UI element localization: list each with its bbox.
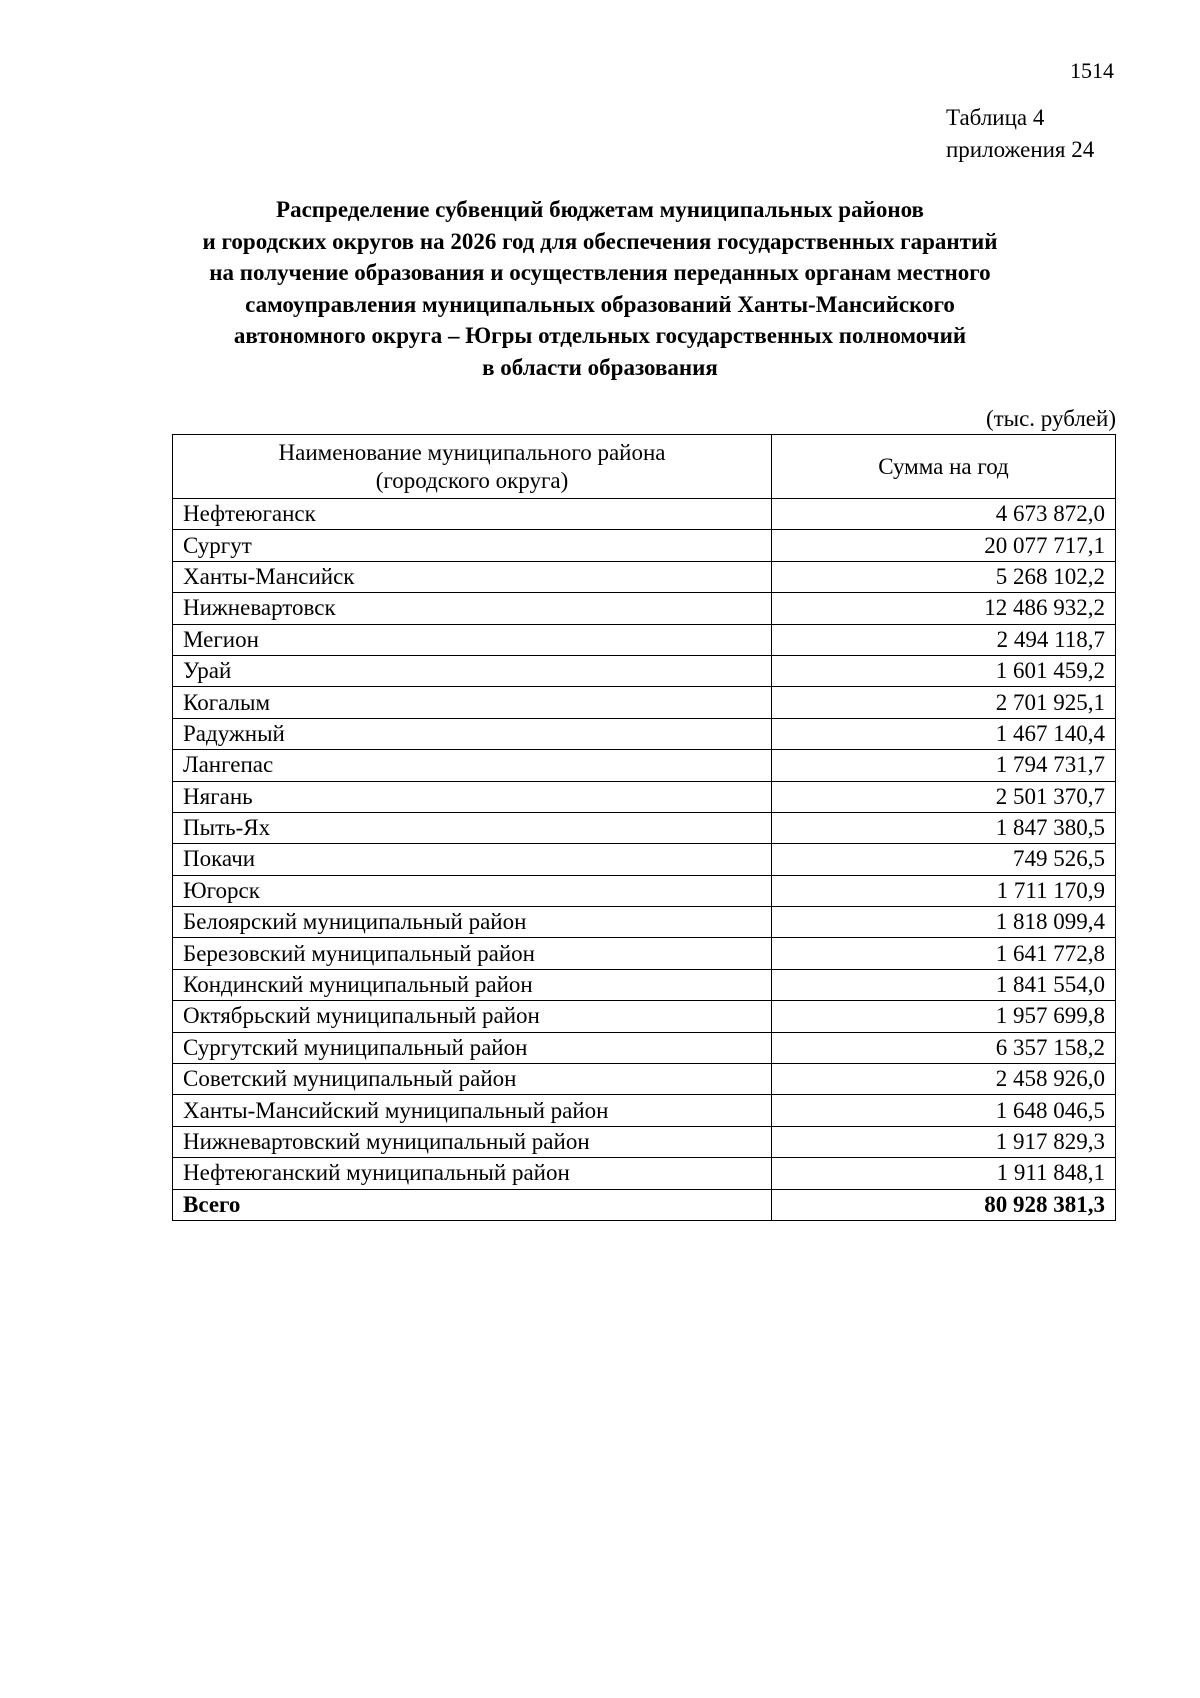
- table-row: [173, 750, 1116, 781]
- row-amount: 1 957 699,8: [772, 1001, 1116, 1032]
- row-amount: 1 648 046,5: [772, 1095, 1116, 1126]
- row-name: Кондинский муниципальный район: [173, 969, 772, 1000]
- row-name: Покачи: [173, 844, 772, 875]
- row-name: Лангепас: [173, 750, 772, 781]
- row-amount: 1 794 731,7: [772, 750, 1116, 781]
- column-header-name: [173, 435, 772, 499]
- title-line: и городских округов на 2026 год для обеспечения государственных гарантий: [202, 228, 998, 254]
- table-row: [173, 907, 1116, 938]
- row-name: Югорск: [173, 875, 772, 906]
- row-name: Нижневартовск: [173, 593, 772, 624]
- row-amount: 1 711 170,9: [772, 875, 1116, 906]
- row-amount: 1 911 848,1: [772, 1158, 1116, 1189]
- row-amount: 1 917 829,3: [772, 1126, 1116, 1157]
- table-row: [173, 812, 1116, 843]
- table-row: [173, 969, 1116, 1000]
- table-row: [173, 1095, 1116, 1126]
- row-amount: 12 486 932,2: [772, 593, 1116, 624]
- row-name: Советский муниципальный район: [173, 1064, 772, 1095]
- table-row: [173, 718, 1116, 749]
- table-row: [173, 1032, 1116, 1063]
- row-name: Березовский муниципальный район: [173, 938, 772, 969]
- subvention-table: [172, 434, 1116, 1221]
- document-title: [150, 194, 1050, 384]
- table-row: [173, 1126, 1116, 1157]
- table-row: [173, 1064, 1116, 1095]
- row-amount: 20 077 717,1: [772, 530, 1116, 561]
- table-row: [173, 938, 1116, 969]
- table-row: [173, 875, 1116, 906]
- row-amount: 1 841 554,0: [772, 969, 1116, 1000]
- table-row: [173, 1158, 1116, 1189]
- row-amount: 4 673 872,0: [772, 499, 1116, 530]
- column-header-name-line1: Наименование муниципального района: [278, 439, 666, 465]
- row-amount: 1 601 459,2: [772, 655, 1116, 686]
- row-name: Пыть-Ях: [173, 812, 772, 843]
- row-amount: 5 268 102,2: [772, 561, 1116, 592]
- row-name: Ханты-Мансийский муниципальный район: [173, 1095, 772, 1126]
- row-name: Нефтеюганск: [173, 499, 772, 530]
- units-label: (тыс. рублей): [985, 406, 1116, 431]
- table-body: [173, 499, 1116, 1221]
- row-name: Октябрьский муниципальный район: [173, 1001, 772, 1032]
- row-amount: 2 701 925,1: [772, 687, 1116, 718]
- row-name: Ханты-Мансийск: [173, 561, 772, 592]
- total-amount: 80 928 381,3: [772, 1189, 1116, 1220]
- row-amount: 1 467 140,4: [772, 718, 1116, 749]
- table-row: [173, 655, 1116, 686]
- row-name: Когалым: [173, 687, 772, 718]
- row-name: Сургутский муниципальный район: [173, 1032, 772, 1063]
- table-reference-appendix: приложения 24: [946, 137, 1095, 162]
- table-reference-number: Таблица 4: [946, 105, 1045, 130]
- row-name: Радужный: [173, 718, 772, 749]
- row-name: Нижневартовский муниципальный район: [173, 1126, 772, 1157]
- row-amount: 2 494 118,7: [772, 624, 1116, 655]
- total-label: Всего: [173, 1189, 772, 1220]
- row-name: Мегион: [173, 624, 772, 655]
- table-reference: [946, 102, 1094, 166]
- table-row: [173, 1001, 1116, 1032]
- table-row: [173, 561, 1116, 592]
- table-row: [173, 499, 1116, 530]
- row-name: Нефтеюганский муниципальный район: [173, 1158, 772, 1189]
- row-amount: 2 501 370,7: [772, 781, 1116, 812]
- row-name: Сургут: [173, 530, 772, 561]
- row-amount: 2 458 926,0: [772, 1064, 1116, 1095]
- row-amount: 1 847 380,5: [772, 812, 1116, 843]
- title-line: Распределение субвенций бюджетам муниципальных районов: [276, 197, 924, 222]
- row-amount: 6 357 158,2: [772, 1032, 1116, 1063]
- column-header-name-line2: (городского округа): [375, 467, 569, 493]
- row-name: Нягань: [173, 781, 772, 812]
- title-line: на получение образования и осуществления переданных органам местного: [209, 260, 991, 286]
- table-row: [173, 530, 1116, 561]
- row-amount: 749 526,5: [772, 844, 1116, 875]
- table-row: [173, 624, 1116, 655]
- row-name: Белоярский муниципальный район: [173, 907, 772, 938]
- title-line: в области образования: [482, 354, 718, 380]
- total-row: [173, 1189, 1116, 1220]
- row-amount: 1 641 772,8: [772, 938, 1116, 969]
- column-header-amount: Сумма на год: [772, 435, 1116, 499]
- page-number: 1514: [1070, 58, 1114, 83]
- table-row: [173, 687, 1116, 718]
- row-name: Урай: [173, 655, 772, 686]
- title-line: автономного округа – Югры отдельных государственных полномочий: [233, 323, 967, 349]
- table-header-row: [173, 435, 1116, 499]
- table-row: [173, 781, 1116, 812]
- table-row: [173, 593, 1116, 624]
- title-line: самоуправления муниципальных образований Ханты-Мансийского: [245, 291, 955, 317]
- row-amount: 1 818 099,4: [772, 907, 1116, 938]
- table-row: [173, 844, 1116, 875]
